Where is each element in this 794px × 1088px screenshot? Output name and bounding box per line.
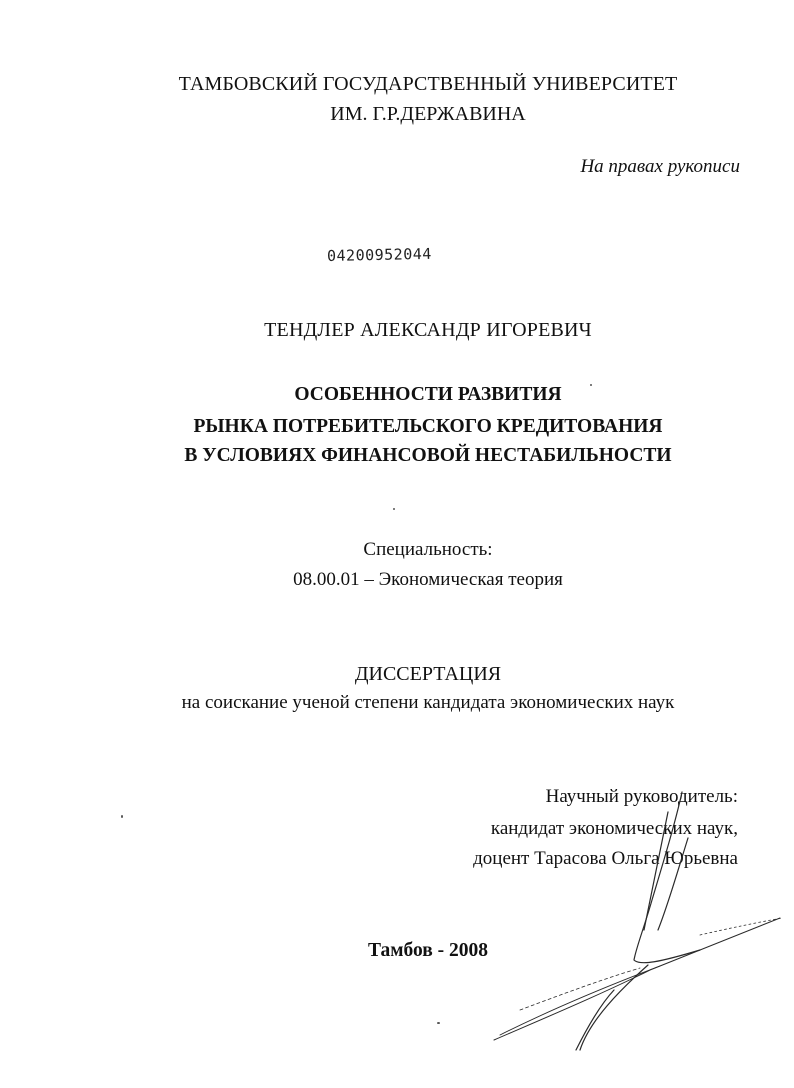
degree-description: на соискание ученой степени кандидата экономических наук [181,692,675,713]
scan-speck [121,815,123,818]
advisor-degree: кандидат экономических наук, [490,818,738,839]
specialty-label: Специальность: [363,539,493,560]
university-name-suffix: ИМ. Г.Р.ДЕРЖАВИНА [330,103,526,125]
advisor-name: доцент Тарасова Ольга Юрьевна [473,848,738,869]
city-year: Тамбов - 2008 [367,940,489,961]
manuscript-note: На правах рукописи [580,156,740,177]
thesis-title-line-3: В УСЛОВИЯХ ФИНАНСОВОЙ НЕСТАБИЛЬНОСТИ [184,445,672,466]
advisor-label: Научный руководитель: [545,786,738,807]
scan-speck [393,508,395,510]
specialty-value: 08.00.01 – Экономическая теория [293,569,563,590]
thesis-title-line-1: ОСОБЕННОСТИ РАЗВИТИЯ [294,384,562,405]
dissertation-heading: ДИССЕРТАЦИЯ [354,663,502,685]
author-name: ТЕНДЛЕР АЛЕКСАНДР ИГОРЕВИЧ [264,319,592,341]
scan-speck [590,384,592,386]
scan-speck [437,1022,440,1024]
university-name: ТАМБОВСКИЙ ГОСУДАРСТВЕННЫЙ УНИВЕРСИТЕТ [178,73,678,95]
thesis-title-line-2: РЫНКА ПОТРЕБИТЕЛЬСКОГО КРЕДИТОВАНИЯ [193,416,663,437]
catalog-code: 04200952044 [326,244,433,265]
